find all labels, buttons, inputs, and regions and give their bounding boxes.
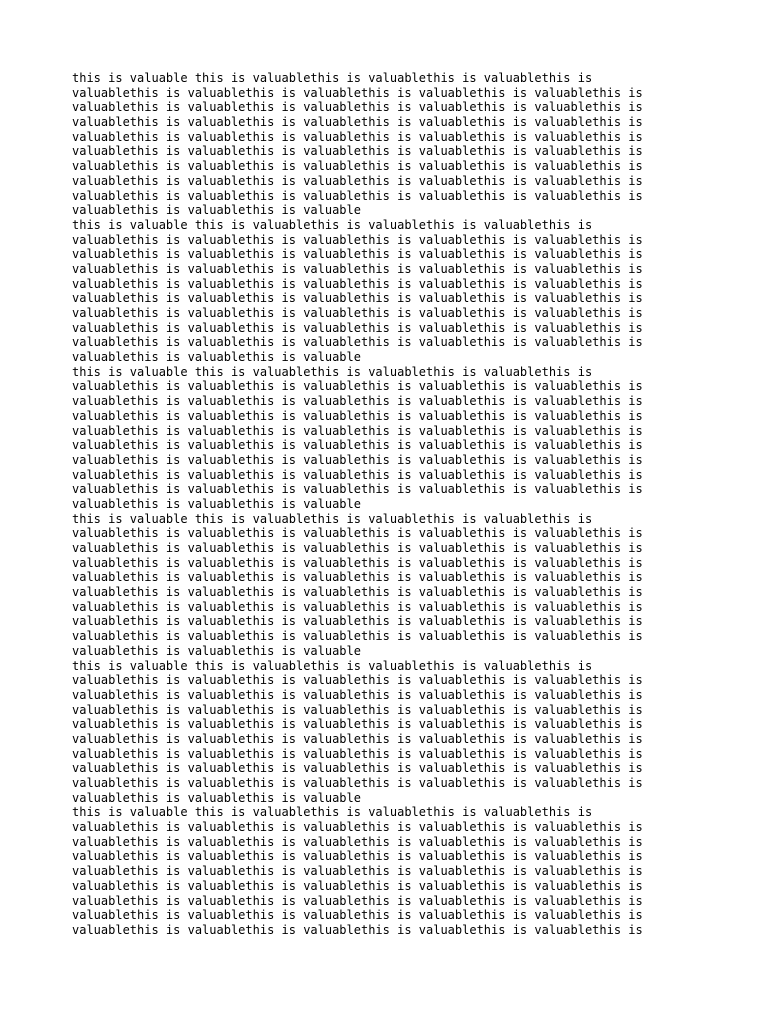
- text-line: valuablethis is valuablethis is valuablethis is valuablethis is valuablethis is: [72, 291, 643, 306]
- text-line: valuablethis is valuablethis is valuablethis is valuablethis is valuablethis is: [72, 173, 643, 188]
- text-line: valuablethis is valuablethis is valuablethis is valuablethis is valuablethis is: [72, 467, 643, 482]
- text-line: valuablethis is valuablethis is valuablethis is valuablethis is valuablethis is: [72, 629, 643, 644]
- text-line: valuablethis is valuablethis is valuablethis is valuablethis is valuablethis is: [72, 570, 643, 585]
- text-line: valuablethis is valuablethis is valuablethis is valuablethis is valuablethis is: [72, 893, 643, 908]
- text-line: valuablethis is valuablethis is valuablethis is valuablethis is valuablethis is: [72, 482, 643, 497]
- text-line: valuablethis is valuablethis is valuablethis is valuablethis is valuablethis is: [72, 849, 643, 864]
- text-line: valuablethis is valuablethis is valuablethis is valuablethis is valuablethis is: [72, 452, 643, 467]
- text-line: valuablethis is valuablethis is valuablethis is valuablethis is valuablethis is: [72, 379, 643, 394]
- text-line: valuablethis is valuablethis is valuablethis is valuablethis is valuablethis is: [72, 144, 643, 159]
- text-line: valuablethis is valuablethis is valuablethis is valuablethis is valuablethis is: [72, 702, 643, 717]
- text-line: valuablethis is valuablethis is valuablethis is valuablethis is valuablethis is: [72, 394, 643, 409]
- text-line: valuablethis is valuablethis is valuablethis is valuablethis is valuablethis is: [72, 878, 643, 893]
- text-line: valuablethis is valuablethis is valuablethis is valuablethis is valuablethis is: [72, 115, 643, 130]
- text-line: valuablethis is valuablethis is valuablethis is valuablethis is valuablethis is: [72, 776, 643, 790]
- text-line: valuablethis is valuablethis is valuablethis is valuablethis is valuablethis is: [72, 746, 643, 761]
- text-line: valuablethis is valuablethis is valuablethis is valuablethis is valuablethis is: [72, 731, 643, 746]
- text-line: valuablethis is valuablethis is valuable: [72, 643, 361, 658]
- text-line: valuablethis is valuablethis is valuablethis is valuablethis is valuablethis is: [72, 673, 643, 688]
- text-line: valuablethis is valuablethis is valuablethis is valuablethis is valuablethis is: [72, 526, 643, 541]
- text-line: valuablethis is valuablethis is valuablethis is valuablethis is valuablethis is: [72, 820, 643, 835]
- text-line: valuablethis is valuablethis is valuablethis is valuablethis is valuablethis is: [72, 408, 643, 423]
- text-line: valuablethis is valuablethis is valuablethis is valuablethis is valuablethis is: [72, 159, 643, 174]
- document-page: [72, 71, 712, 938]
- text-line: valuablethis is valuablethis is valuablethis is valuablethis is valuablethis is: [72, 100, 643, 115]
- text-line: this is valuable this is valuablethis is valuablethis is valuablethis is: [72, 511, 593, 526]
- text-line: valuablethis is valuablethis is valuablethis is valuablethis is valuablethis is: [72, 585, 643, 600]
- text-line: valuablethis is valuablethis is valuablethis is valuablethis is valuablethis is: [72, 261, 643, 276]
- text-line: valuablethis is valuablethis is valuable: [72, 350, 361, 365]
- text-line: this is valuable this is valuablethis is valuablethis is valuablethis is: [72, 364, 593, 379]
- text-line: this is valuable this is valuablethis is valuablethis is valuablethis is: [72, 658, 593, 673]
- text-line: valuablethis is valuablethis is valuablethis is valuablethis is valuablethis is: [72, 188, 643, 203]
- text-line: this is valuable this is valuablethis is valuablethis is valuablethis is: [72, 71, 593, 85]
- text-line: valuablethis is valuablethis is valuablethis is valuablethis is valuablethis is: [72, 335, 643, 350]
- text-line: valuablethis is valuablethis is valuablethis is valuablethis is valuablethis is: [72, 614, 643, 629]
- text-line: valuablethis is valuablethis is valuablethis is valuablethis is valuablethis is: [72, 306, 643, 320]
- text-line: valuablethis is valuablethis is valuablethis is valuablethis is valuablethis is: [72, 908, 643, 923]
- text-line: valuablethis is valuablethis is valuablethis is valuablethis is valuablethis is: [72, 247, 643, 262]
- text-line: this is valuable this is valuablethis is valuablethis is valuablethis is: [72, 217, 593, 232]
- text-line: valuablethis is valuablethis is valuable: [72, 496, 361, 511]
- text-line: this is valuable this is valuablethis is valuablethis is valuablethis is: [72, 805, 593, 820]
- text-line: valuablethis is valuablethis is valuablethis is valuablethis is valuablethis is: [72, 423, 643, 438]
- text-line: valuablethis is valuablethis is valuablethis is valuablethis is valuablethis is: [72, 129, 643, 144]
- text-line: valuablethis is valuablethis is valuablethis is valuablethis is valuablethis is: [72, 717, 643, 732]
- text-line: valuablethis is valuablethis is valuable: [72, 790, 361, 805]
- text-line: valuablethis is valuablethis is valuablethis is valuablethis is valuablethis is: [72, 320, 643, 335]
- text-line: valuablethis is valuablethis is valuablethis is valuablethis is valuablethis is: [72, 687, 643, 702]
- text-line: valuablethis is valuablethis is valuablethis is valuablethis is valuablethis is: [72, 85, 643, 100]
- text-line: valuablethis is valuablethis is valuablethis is valuablethis is valuablethis is: [72, 232, 643, 247]
- text-line: valuablethis is valuablethis is valuablethis is valuablethis is valuablethis is: [72, 761, 643, 776]
- text-line: valuablethis is valuablethis is valuablethis is valuablethis is valuablethis is: [72, 276, 643, 291]
- text-line: valuablethis is valuablethis is valuablethis is valuablethis is valuablethis is: [72, 922, 643, 937]
- text-line: valuablethis is valuablethis is valuablethis is valuablethis is valuablethis is: [72, 555, 643, 570]
- text-line: valuablethis is valuablethis is valuablethis is valuablethis is valuablethis is: [72, 438, 643, 453]
- text-line: valuablethis is valuablethis is valuablethis is valuablethis is valuablethis is: [72, 834, 643, 849]
- text-line: valuablethis is valuablethis is valuablethis is valuablethis is valuablethis is: [72, 864, 643, 879]
- text-line: valuablethis is valuablethis is valuable: [72, 203, 361, 218]
- text-line: valuablethis is valuablethis is valuablethis is valuablethis is valuablethis is: [72, 599, 643, 614]
- text-line: valuablethis is valuablethis is valuablethis is valuablethis is valuablethis is: [72, 541, 643, 555]
